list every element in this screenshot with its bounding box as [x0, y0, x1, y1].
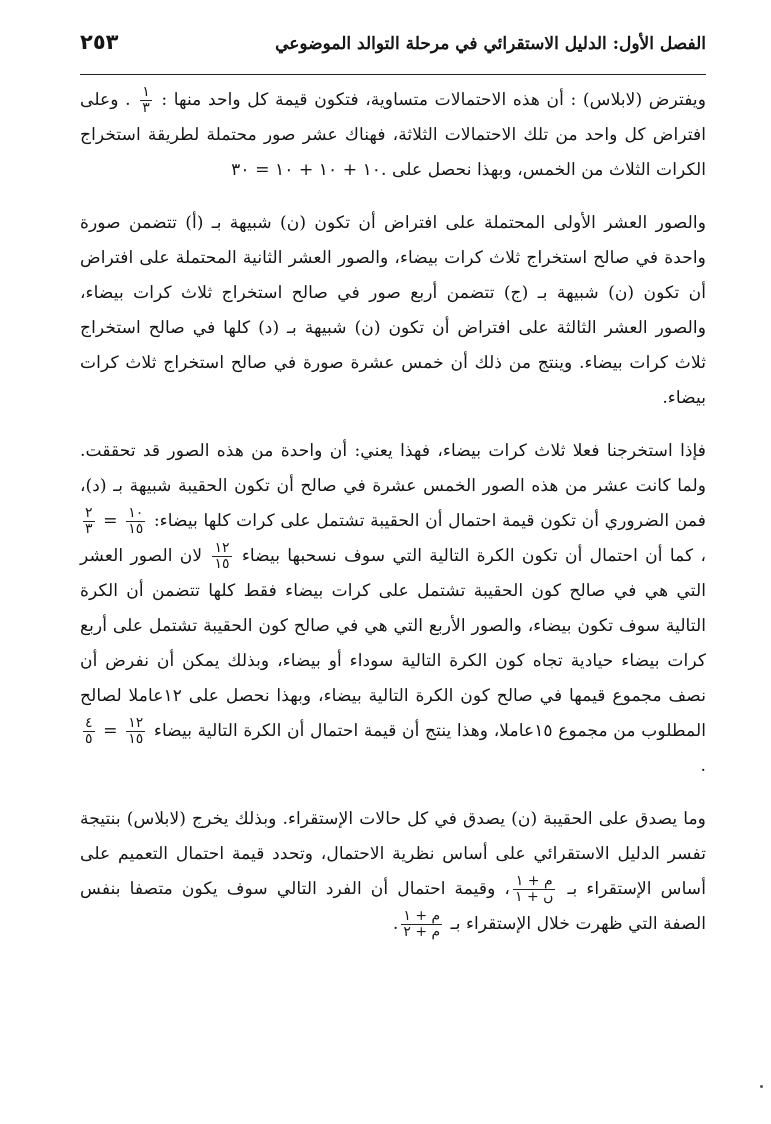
p3-text-2: ، كما أن احتمال أن تكون الكرة التالية التي سوف نسحبها بيضاء	[241, 546, 706, 566]
paragraph-3	[80, 434, 706, 784]
p3-text-3: لان الصور العشر التي هي في صالح كون الحقيبة تشتمل على كرات بيضاء فقط كلها تتضمن أن الكرة التالية سوف تكون بيضاء، والصور الأربع التي هي في صالح كون الحقيبة تشتمل على أربع كرات بيضاء حيادية تجاه كون الكرة التالية سوداء أو بيضاء، وبذلك يمكن أن نفرض أن نصف مجموع قيمها في صالح كون الكرة التالية بيضاء، وبهذا نحصل على ١٢عاملا لصالح المطلوب من مجموع ١٥عاملا، وهذا ينتج أن قيمة احتمال أن الكرة التالية بيضاء	[80, 546, 706, 741]
fraction-10-15: $\frac{١٠}{١٥}$	[128, 505, 144, 537]
p1-text-2: . وعلى افتراض كل واحد من تلك الاحتمالات الثلاثة، فهناك عشر صور محتملة لطريقة استخراج الكرات الثلاث من الخمس، وبهذا نحصل على	[80, 90, 706, 180]
page-number: ٢٥٣	[80, 30, 119, 54]
fraction-one-third: $\frac{١}{٣}$	[142, 84, 150, 116]
fraction-12-15-second: $\frac{١٢}{١٥}$	[128, 715, 144, 747]
fraction-generalization: $\frac{\text{م + ١}}{\text{ں + ١}}$	[514, 873, 554, 905]
paragraph-4	[80, 802, 706, 942]
equals-sign: =	[103, 511, 118, 531]
p4-text-1: وما يصدق على الحقيبة (ن) يصدق في كل حالات الإستقراء. وبذلك يخرج (لابلاس) بنتيجة تفسر الدليل الاستقرائي على أساس نظرية الاحتمال، وتحدد قيمة احتمال التعميم على أساس الإستقراء بـ	[80, 809, 706, 899]
book-page	[80, 30, 706, 942]
running-title: الفصل الأول: الدليل الاستقرائي في مرحلة التوالد الموضوعي	[275, 34, 706, 54]
margin-dot	[760, 1085, 763, 1088]
fraction-2-3: $\frac{٢}{٣}$	[85, 505, 93, 537]
p4-end: .	[392, 914, 399, 934]
fraction-next-individual: $\frac{\text{م + ١}}{\text{م + ٢}}$	[403, 908, 441, 940]
equals-sign-2: =	[103, 721, 118, 741]
p3-text-1: فإذا استخرجنا فعلا ثلاث كرات بيضاء، فهذا يعني: أن واحدة من هذه الصور قد تحققت. ولما كانت عشر من هذه الصور الخمس عشرة في صالح أن تكون الحقيبة شبيهة بـ (د)، فمن الضروري أن تكون قيمة احتمال أن الحقيبة تشتمل على كرات كلها بيضاء:	[80, 441, 706, 531]
header-rule	[80, 74, 706, 75]
p4-text-2: ، وقيمة احتمال أن الفرد التالي سوف يكون متصفا بنفس الصفة التي ظهرت خلال الإستقراء بـ	[80, 879, 706, 934]
page-header	[80, 30, 706, 74]
paragraph-1	[80, 83, 706, 188]
sum-equation: ١٠ + ١٠ + ١٠ = ٣٠.	[231, 160, 387, 180]
fraction-4-5: $\frac{٤}{٥}$	[85, 715, 93, 747]
fraction-12-15: $\frac{١٢}{١٥}$	[214, 540, 230, 572]
p3-end: .	[700, 756, 706, 776]
p1-text-1: ويفترض (لابلاس) : أن هذه الاحتمالات متساوية، فتكون قيمة كل واحد منها :	[161, 90, 706, 110]
paragraph-2: والصور العشر الأولى المحتملة على افتراض أن تكون (ن) شبيهة بـ (أ) تتضمن صورة واحدة في صالح استخراج ثلاث كرات بيضاء، والصور العشر الثانية المحتملة على افتراض أن تكون (ن) شبيهة بـ (ج) تتضمن أربع صور في صالح استخراج ثلاث كرات بيضاء، والصور العشر الثالثة على افتراض أن تكون (ن) شبيهة بـ (د) كلها في صالح استخراج ثلاث كرات بيضاء. وينتج من ذلك أن خمس عشرة صورة في صالح استخراج ثلاث كرات بيضاء.	[80, 213, 706, 408]
